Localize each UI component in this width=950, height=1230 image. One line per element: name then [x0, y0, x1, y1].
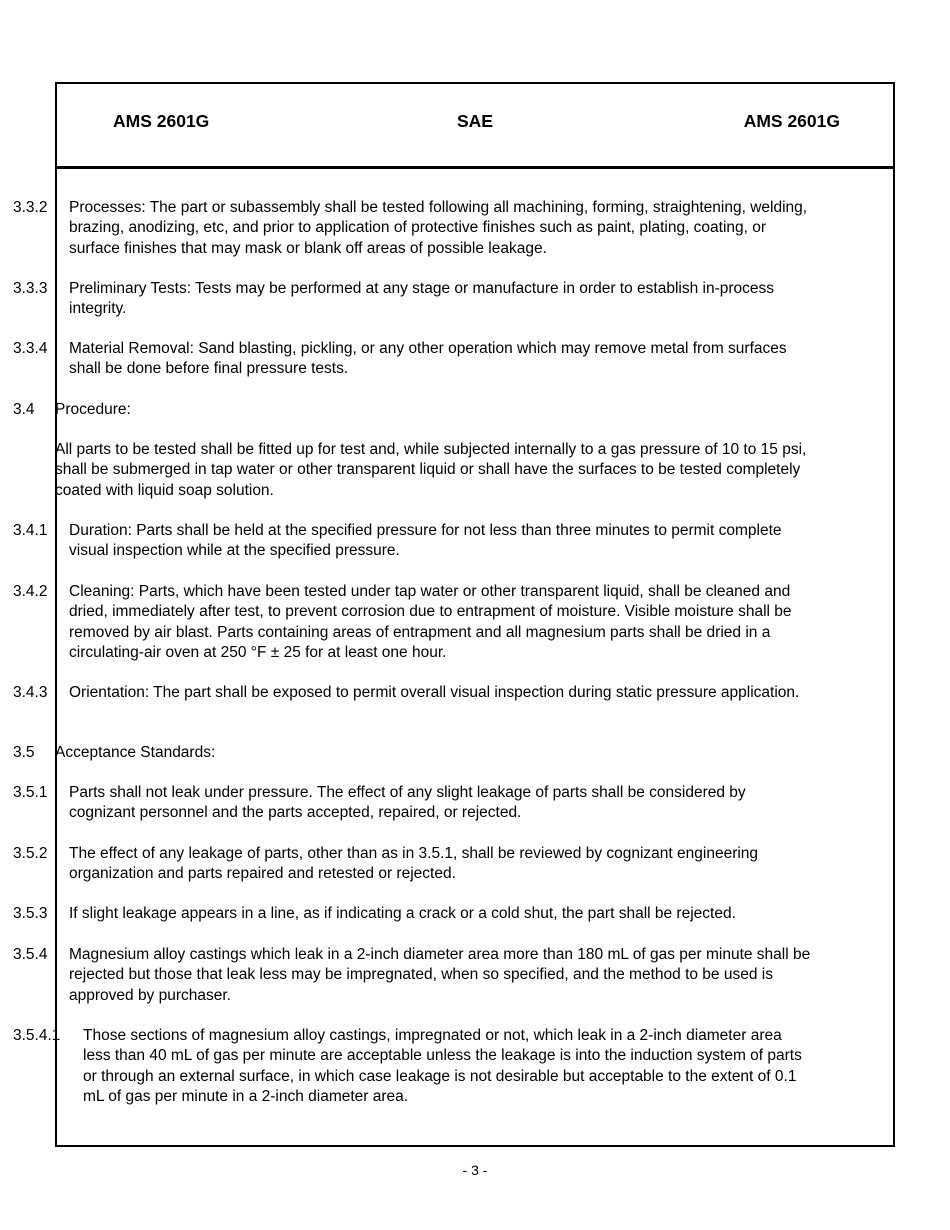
section-text: The effect of any leakage of parts, other than as in 3.5.1, shall be reviewed by cognizant engineering organization and parts repaired and retested or rejected. — [69, 845, 759, 883]
section-text: Parts shall not leak under pressure. The effect of any slight leakage of parts shall be considered by cognizant personnel and the parts accepted, repaired, or rejected. — [69, 784, 746, 822]
section-text: Duration: Parts shall be held at the specified pressure for not less than three minutes to permit complete visual inspection while at the specified pressure. — [69, 522, 782, 560]
header-doc-id-right: AMS 2601G — [743, 111, 840, 131]
section-number: 3.3.3 — [13, 280, 48, 297]
section-text: Magnesium alloy castings which leak in a 2-inch diameter area more than 180 mL of gas per minute shall be rejected but those that leak less may be impregnated, when so specified, and the method to be used is approved by purchaser. — [69, 946, 811, 1004]
section-text: If slight leakage appears in a line, as if indicating a crack or a cold shut, the part shall be rejected. — [69, 905, 736, 922]
document-header — [57, 84, 893, 169]
section-number: 3.5.1 — [13, 784, 48, 801]
section-number: 3.4.3 — [13, 684, 48, 701]
section-number: 3.4 — [13, 401, 35, 418]
section-text: Orientation: The part shall be exposed to permit overall visual inspection during static pressure application. — [69, 684, 800, 701]
section-number: 3.5 — [13, 744, 35, 761]
section-number: 3.4.1 — [13, 522, 48, 539]
section-text: Those sections of magnesium alloy castings, impregnated or not, which leak in a 2-inch diameter area less than 40 mL of gas per minute are acceptable unless the leakage is into the induction system of parts or through an external surface, in which case leakage is not desirable but acceptable to the extent of 0.1 mL of gas per minute in a 2-inch diameter area. — [83, 1027, 802, 1105]
page-number: - 3 - — [462, 1162, 488, 1178]
section-heading: Procedure: — [55, 401, 131, 418]
section-text: Processes: The part or subassembly shall be tested following all machining, forming, straightening, welding, brazing, anodizing, etc, and prior to application of protective finishes such as paint, plating, coating, or surface finishes that may mask or blank off areas of possible leakage. — [69, 199, 808, 257]
header-doc-id-left: AMS 2601G — [113, 111, 210, 131]
section-number: 3.4.2 — [13, 583, 48, 600]
section-text: Preliminary Tests: Tests may be performed at any stage or manufacture in order to establish in-process integrity. — [69, 280, 775, 318]
section-number: 3.3.2 — [13, 199, 48, 216]
header-org: SAE — [457, 111, 493, 131]
section-number: 3.5.4 — [13, 946, 48, 963]
section-number: 3.3.4 — [13, 340, 48, 357]
section-heading: Acceptance Standards: — [55, 744, 216, 761]
section-number: 3.5.3 — [13, 905, 48, 922]
section-text: Material Removal: Sand blasting, pickling, or any other operation which may remove metal from surfaces shall be done before final pressure tests. — [69, 340, 787, 378]
section-number: 3.5.4.1 — [13, 1027, 61, 1044]
procedure-paragraph: All parts to be tested shall be fitted up for test and, while subjected internally to a gas pressure of 10 to 15 psi, shall be submerged in tap water or other transparent liquid or shall have the surfaces to be tested completely coated with liquid soap solution. — [55, 441, 807, 499]
section-number: 3.5.2 — [13, 845, 48, 862]
section-text: Cleaning: Parts, which have been tested under tap water or other transparent liquid, shall be cleaned and dried, immediately after test, to prevent corrosion due to entrapment of moisture. Visible moisture shall be removed by air blast. Parts containing areas of entrapment and all magnesium parts shall be dried in a circulating-air oven at 250 °F ± 25 for at least one hour. — [69, 583, 792, 661]
